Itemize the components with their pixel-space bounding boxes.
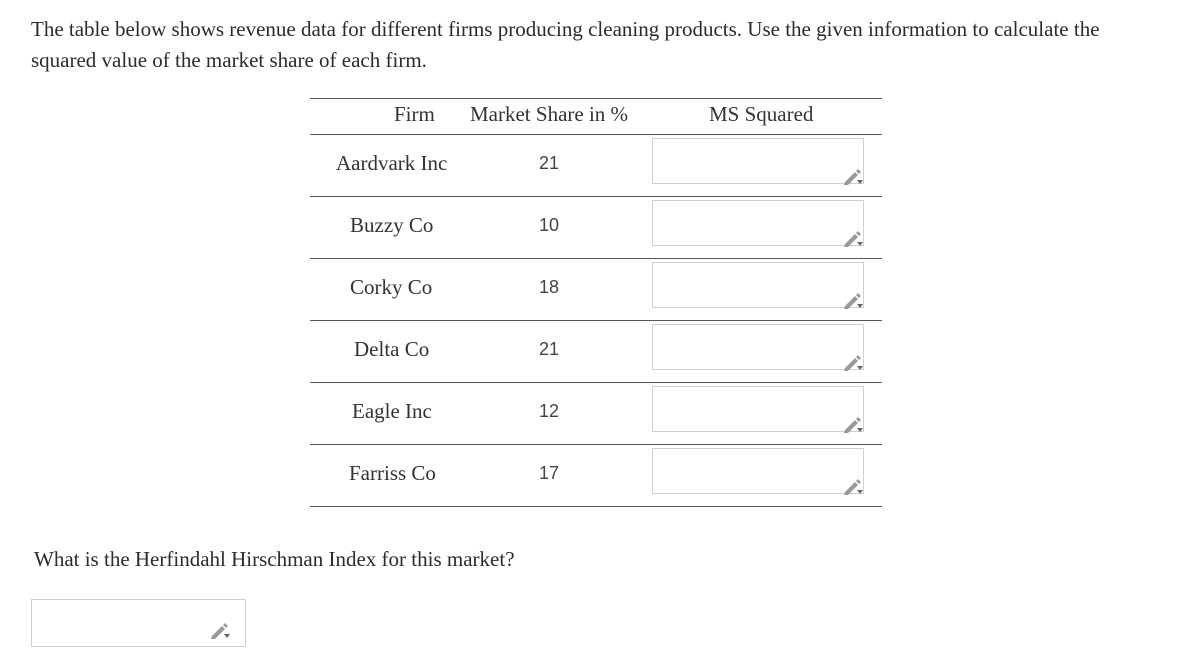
market-share-value: 17 — [539, 463, 560, 483]
instructions — [31, 14, 1181, 76]
ms-squared-input-farriss[interactable] — [652, 448, 864, 494]
market-share-value: 10 — [539, 215, 560, 235]
firm-name: Buzzy Co — [350, 213, 434, 237]
ms-squared-input-corky[interactable] — [652, 262, 864, 308]
instructions-line-2: squared value of the market share of each firm. — [31, 48, 427, 72]
pencil-dropdown-icon[interactable] — [842, 416, 864, 434]
header-firm: Firm — [394, 102, 435, 126]
header-market-share: Market Share in % — [470, 102, 629, 126]
table-row — [310, 258, 882, 320]
table-row — [310, 320, 882, 382]
table-header — [310, 98, 882, 134]
firm-name: Delta Co — [354, 337, 430, 361]
firm-name: Eagle Inc — [352, 399, 432, 423]
table-bottom-rule — [310, 506, 882, 507]
header-ms-squared: MS Squared — [709, 102, 814, 126]
market-share-value: 12 — [539, 401, 560, 421]
table-row — [310, 444, 882, 506]
market-share-value: 18 — [539, 277, 560, 297]
ms-squared-input-eagle[interactable] — [652, 386, 864, 432]
ms-squared-input-buzzy[interactable] — [652, 200, 864, 246]
pencil-dropdown-icon[interactable] — [842, 292, 864, 310]
pencil-dropdown-icon[interactable] — [209, 622, 231, 640]
firm-name: Aardvark Inc — [336, 151, 448, 175]
table-row — [310, 382, 882, 444]
hhi-question: What is the Herfindahl Hirschman Index for this market? — [34, 547, 515, 571]
pencil-dropdown-icon[interactable] — [842, 478, 864, 496]
instructions-line-1: The table below shows revenue data for different firms producing cleaning products. Use the given information to calculate the — [31, 17, 1100, 41]
ms-squared-input-aardvark[interactable] — [652, 138, 864, 184]
table-row — [310, 134, 882, 196]
ms-squared-input-delta[interactable] — [652, 324, 864, 370]
table-row — [310, 196, 882, 258]
firm-name: Corky Co — [350, 275, 433, 299]
firm-name: Farriss Co — [349, 461, 436, 485]
pencil-dropdown-icon[interactable] — [842, 230, 864, 248]
market-share-value: 21 — [539, 339, 560, 359]
pencil-dropdown-icon[interactable] — [842, 168, 864, 186]
hhi-answer-input[interactable] — [31, 599, 246, 647]
pencil-dropdown-icon[interactable] — [842, 354, 864, 372]
market-share-value: 21 — [539, 153, 560, 173]
